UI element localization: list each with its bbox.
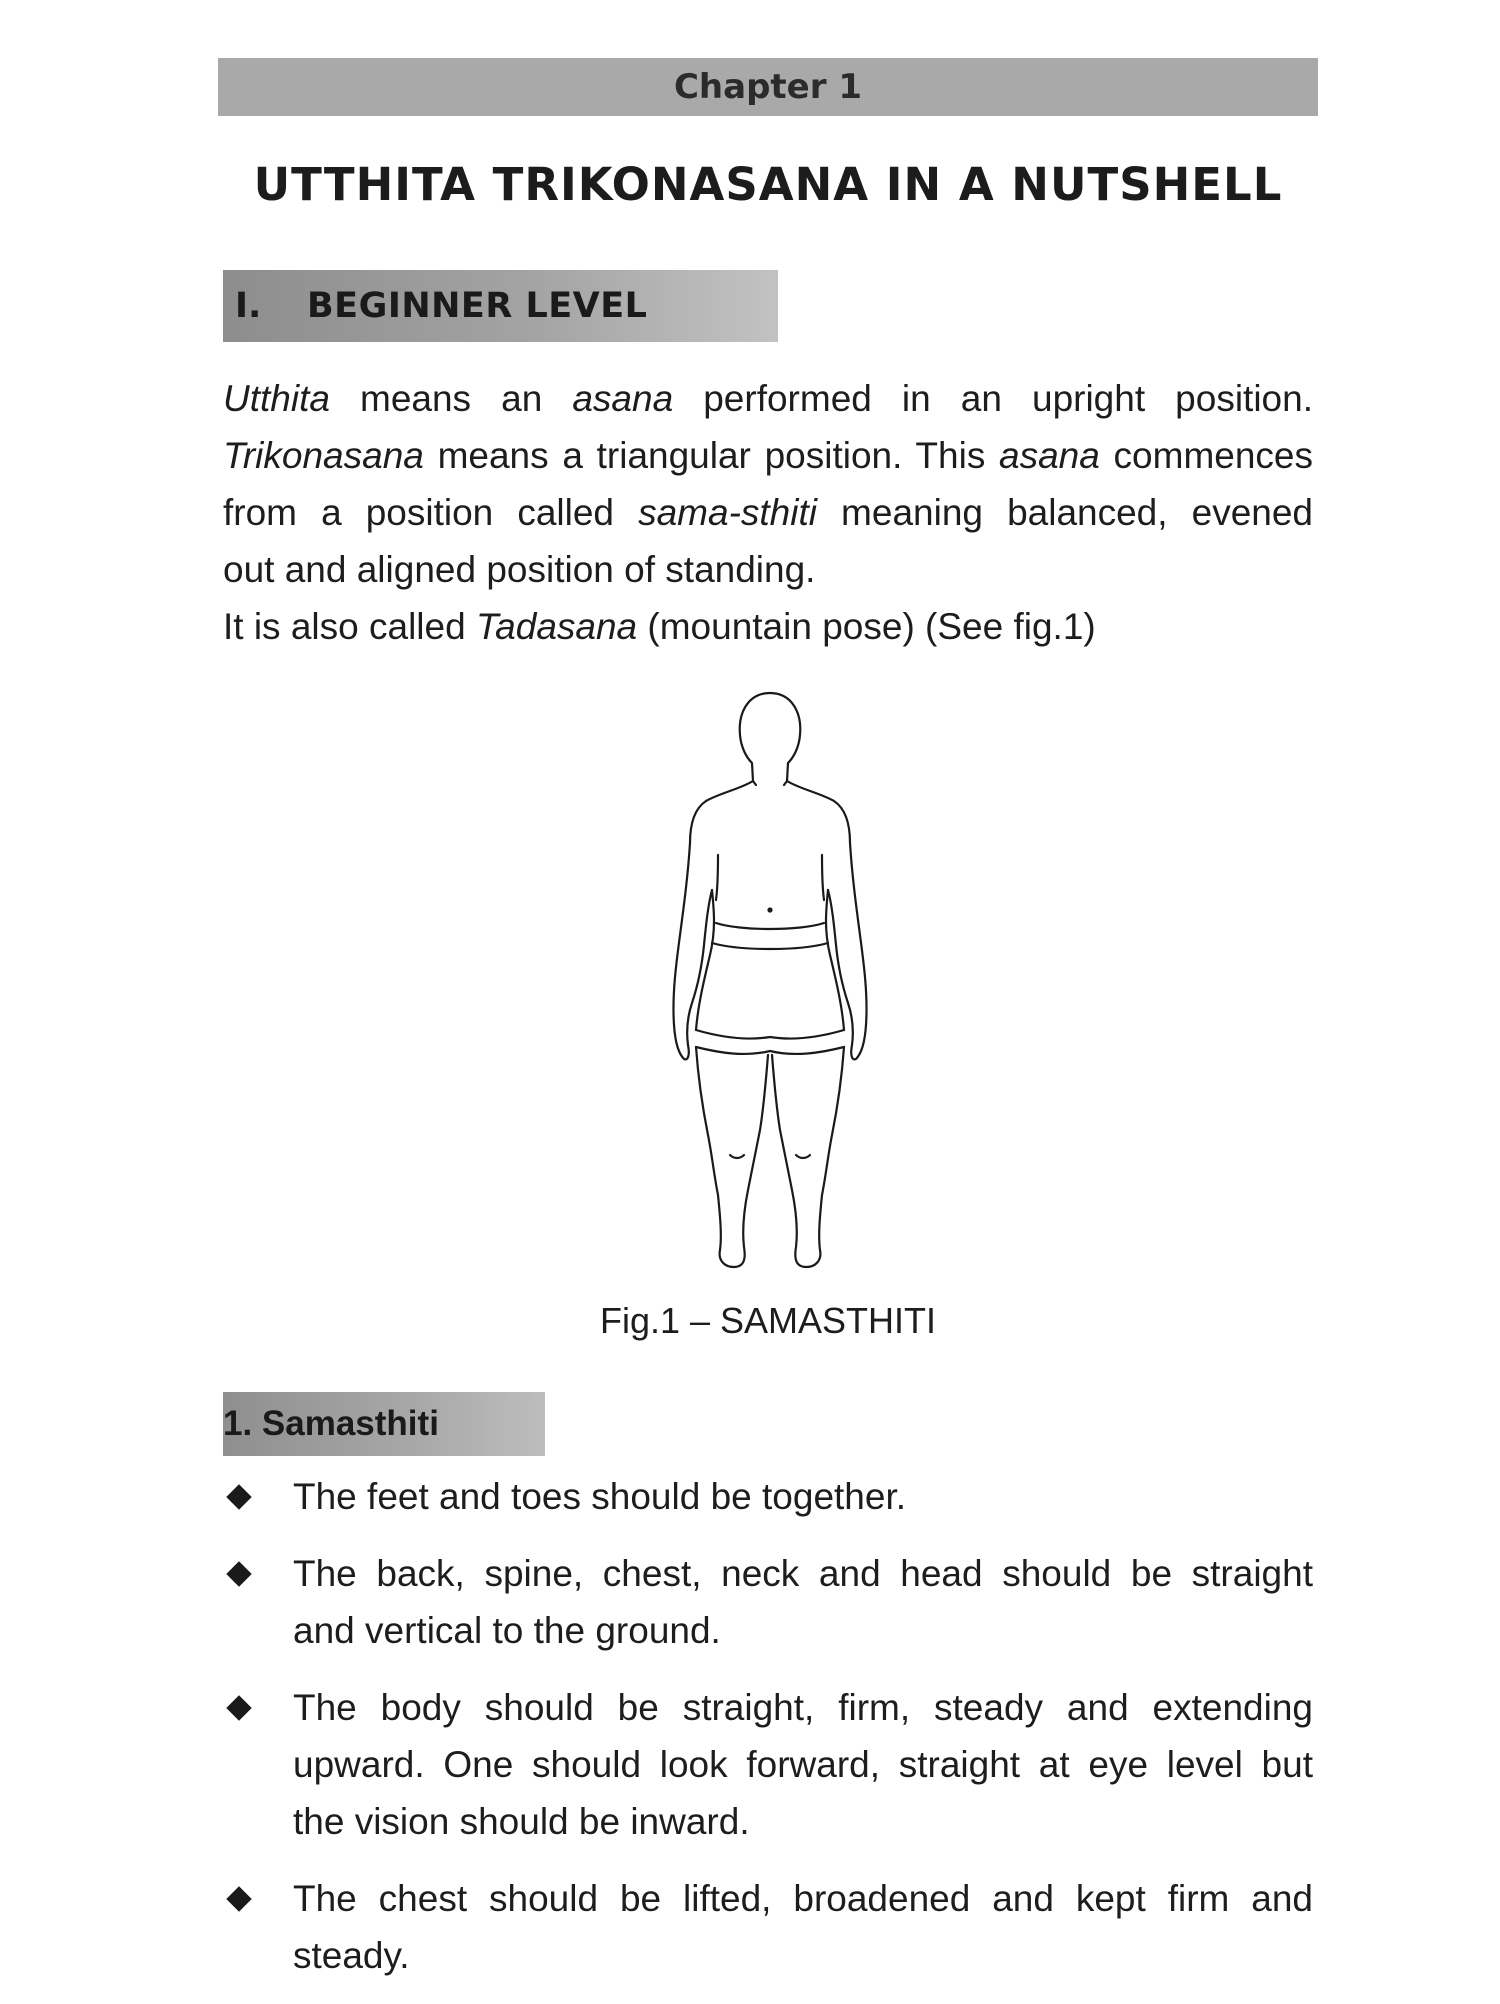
intro-text: meaning balanced, evened <box>816 492 1313 533</box>
page-title: UTTHITA TRIKONASANA IN A NUTSHELL <box>253 158 1283 211</box>
diamond-bullet-icon <box>226 1695 251 1720</box>
diamond-bullet-icon <box>226 1886 251 1911</box>
term-utthita: Utthita <box>223 378 330 419</box>
intro-line: out and aligned position of standing. <box>223 549 816 590</box>
standing-person-illustration <box>660 685 880 1275</box>
intro-line <box>223 370 1313 427</box>
term-tadasana: Tadasana <box>475 606 638 647</box>
term-asana: asana <box>999 435 1100 476</box>
term-sama-sthiti: sama-sthiti <box>638 492 817 533</box>
section-label: 1. Samasthiti <box>223 1404 439 1443</box>
figure-caption: Fig.1 – SAMASTHITI <box>599 1300 937 1341</box>
intro-text: It is also called <box>223 606 476 647</box>
list-item <box>223 1679 1313 1850</box>
list-item <box>223 1870 1313 1984</box>
intro-line <box>223 484 1313 541</box>
intro-paragraph <box>223 370 1313 655</box>
term-asana: asana <box>572 378 674 419</box>
bullet-line: The chest should be lifted, broadened and kept firm and <box>293 1878 1313 1919</box>
diamond-bullet-icon <box>226 1561 251 1586</box>
intro-line <box>223 598 1313 655</box>
intro-text: means an <box>329 378 573 419</box>
bullet-line: upward. One should look forward, straight at eye level but <box>293 1744 1313 1785</box>
list-item <box>223 1545 1313 1659</box>
level-heading-bar <box>223 270 778 342</box>
bullet-line: The back, spine, chest, neck and head should be straight <box>293 1553 1313 1594</box>
intro-text: from a position called <box>223 492 639 533</box>
bullet-line: steady. <box>293 1935 410 1976</box>
bullet-line: The body should be straight, firm, steady and extending <box>293 1687 1313 1728</box>
intro-line <box>223 427 1313 484</box>
intro-text: (mountain pose) (See fig.1) <box>637 606 1096 647</box>
intro-text: means a triangular position. This <box>423 435 1000 476</box>
chapter-header-bar <box>218 58 1318 116</box>
samasthiti-bullet-list <box>223 1468 1313 2004</box>
level-number: I. <box>235 286 262 326</box>
list-item <box>223 1468 1313 1525</box>
intro-text: performed in an upright position. <box>673 378 1313 419</box>
intro-text: commences <box>1099 435 1314 476</box>
diamond-bullet-icon <box>226 1484 251 1509</box>
term-trikonasana: Trikonasana <box>223 435 424 476</box>
section-heading-bar <box>223 1392 545 1456</box>
bullet-line: The feet and toes should be together. <box>293 1476 907 1517</box>
level-label: BEGINNER LEVEL <box>307 286 648 326</box>
bullet-line: and vertical to the ground. <box>293 1610 721 1651</box>
bullet-line: the vision should be inward. <box>293 1801 750 1842</box>
samasthiti-figure <box>660 685 880 1275</box>
chapter-label: Chapter 1 <box>673 67 862 107</box>
